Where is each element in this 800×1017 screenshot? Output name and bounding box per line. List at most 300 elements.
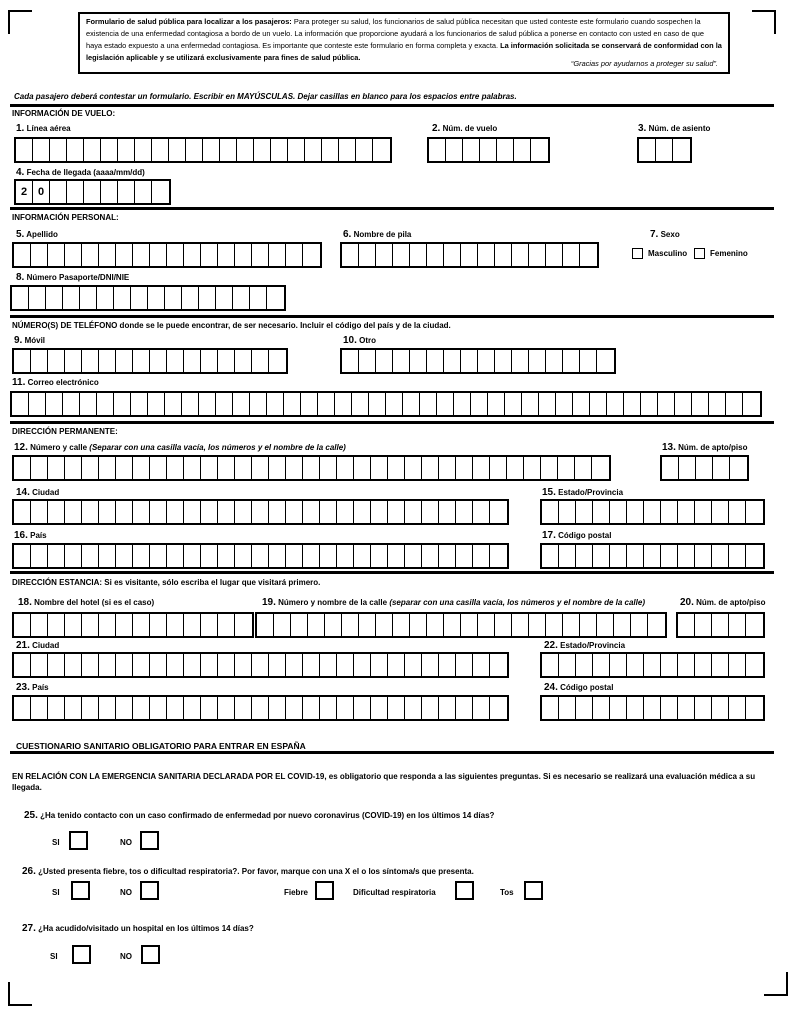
char-cell[interactable]	[563, 244, 580, 266]
char-cell[interactable]	[148, 287, 165, 309]
char-cell[interactable]	[405, 457, 422, 479]
char-cell[interactable]	[478, 614, 495, 636]
char-cell[interactable]	[610, 501, 627, 523]
sex-male-checkbox[interactable]	[632, 248, 643, 259]
char-cell[interactable]	[393, 350, 410, 372]
mobile-field[interactable]	[12, 348, 288, 374]
char-cell[interactable]	[133, 350, 150, 372]
char-cell[interactable]	[473, 697, 490, 719]
char-cell[interactable]	[235, 545, 252, 567]
char-cell[interactable]	[359, 614, 376, 636]
char-cell[interactable]	[237, 139, 254, 161]
char-cell[interactable]	[218, 614, 235, 636]
char-cell[interactable]	[133, 501, 150, 523]
char-cell[interactable]	[303, 457, 320, 479]
char-cell[interactable]	[393, 244, 410, 266]
char-cell[interactable]	[152, 139, 169, 161]
char-cell[interactable]	[201, 697, 218, 719]
q27-yes-checkbox[interactable]	[72, 945, 91, 964]
char-cell[interactable]	[31, 350, 48, 372]
char-cell[interactable]	[593, 545, 610, 567]
char-cell[interactable]	[167, 501, 184, 523]
char-cell[interactable]	[444, 350, 461, 372]
char-cell[interactable]	[48, 697, 65, 719]
char-cell[interactable]	[184, 545, 201, 567]
char-cell[interactable]	[490, 545, 507, 567]
passport-field[interactable]	[10, 285, 286, 311]
char-cell[interactable]	[580, 244, 597, 266]
char-cell[interactable]	[82, 654, 99, 676]
char-cell[interactable]	[709, 393, 726, 415]
char-cell[interactable]	[354, 545, 371, 567]
char-cell[interactable]	[678, 654, 695, 676]
char-cell[interactable]	[99, 457, 116, 479]
char-cell[interactable]	[644, 654, 661, 676]
char-cell[interactable]	[320, 697, 337, 719]
char-cell[interactable]	[12, 393, 29, 415]
char-cell[interactable]	[233, 287, 250, 309]
char-cell[interactable]	[82, 501, 99, 523]
char-cell[interactable]	[31, 697, 48, 719]
char-cell[interactable]	[150, 244, 167, 266]
char-cell[interactable]	[320, 654, 337, 676]
char-cell[interactable]	[303, 697, 320, 719]
char-cell[interactable]	[31, 244, 48, 266]
char-cell[interactable]	[152, 181, 169, 203]
q27-no-checkbox[interactable]	[141, 945, 160, 964]
char-cell[interactable]	[490, 501, 507, 523]
char-cell[interactable]	[410, 244, 427, 266]
char-cell[interactable]	[201, 350, 218, 372]
char-cell[interactable]	[575, 457, 592, 479]
first-name-field[interactable]	[340, 242, 599, 268]
char-cell[interactable]	[116, 457, 133, 479]
char-cell[interactable]	[184, 350, 201, 372]
char-cell[interactable]	[405, 654, 422, 676]
char-cell[interactable]	[67, 181, 84, 203]
char-cell[interactable]	[439, 457, 456, 479]
char-cell[interactable]	[542, 501, 559, 523]
char-cell[interactable]	[303, 654, 320, 676]
airline-field[interactable]	[14, 137, 392, 163]
char-cell[interactable]	[559, 654, 576, 676]
char-cell[interactable]	[729, 545, 746, 567]
char-cell[interactable]	[563, 614, 580, 636]
char-cell[interactable]	[371, 697, 388, 719]
char-cell[interactable]	[12, 287, 29, 309]
char-cell[interactable]	[116, 350, 133, 372]
char-cell[interactable]	[559, 697, 576, 719]
char-cell[interactable]	[712, 545, 729, 567]
char-cell[interactable]	[695, 697, 712, 719]
char-cell[interactable]	[729, 614, 746, 636]
char-cell[interactable]	[150, 350, 167, 372]
char-cell[interactable]	[405, 697, 422, 719]
char-cell[interactable]	[558, 457, 575, 479]
char-cell[interactable]	[201, 545, 218, 567]
char-cell[interactable]	[512, 350, 529, 372]
char-cell[interactable]	[135, 139, 152, 161]
char-cell[interactable]	[678, 501, 695, 523]
char-cell[interactable]	[376, 244, 393, 266]
char-cell[interactable]	[559, 501, 576, 523]
permanent-state-field[interactable]	[540, 499, 765, 525]
char-cell[interactable]	[712, 614, 729, 636]
char-cell[interactable]	[531, 139, 548, 161]
q26-fever-checkbox[interactable]	[315, 881, 334, 900]
char-cell[interactable]	[252, 654, 269, 676]
char-cell[interactable]	[184, 697, 201, 719]
char-cell[interactable]	[167, 697, 184, 719]
char-cell[interactable]	[730, 457, 747, 479]
char-cell[interactable]	[184, 654, 201, 676]
char-cell[interactable]	[235, 350, 252, 372]
char-cell[interactable]	[546, 614, 563, 636]
char-cell[interactable]	[369, 393, 386, 415]
char-cell[interactable]	[335, 393, 352, 415]
char-cell[interactable]	[712, 697, 729, 719]
char-cell[interactable]	[743, 393, 760, 415]
char-cell[interactable]	[610, 697, 627, 719]
q26-no-checkbox[interactable]	[140, 881, 159, 900]
char-cell[interactable]	[63, 287, 80, 309]
char-cell[interactable]	[593, 501, 610, 523]
char-cell[interactable]	[478, 244, 495, 266]
char-cell[interactable]	[322, 139, 339, 161]
char-cell[interactable]	[403, 393, 420, 415]
char-cell[interactable]	[267, 287, 284, 309]
char-cell[interactable]	[644, 697, 661, 719]
char-cell[interactable]	[542, 697, 559, 719]
char-cell[interactable]	[695, 545, 712, 567]
email-field[interactable]	[10, 391, 762, 417]
char-cell[interactable]	[286, 697, 303, 719]
char-cell[interactable]	[463, 139, 480, 161]
char-cell[interactable]	[678, 697, 695, 719]
char-cell[interactable]	[713, 457, 730, 479]
char-cell[interactable]	[559, 545, 576, 567]
char-cell[interactable]	[661, 545, 678, 567]
char-cell[interactable]	[542, 545, 559, 567]
char-cell[interactable]	[320, 457, 337, 479]
q25-yes-checkbox[interactable]	[69, 831, 88, 850]
char-cell[interactable]	[31, 654, 48, 676]
char-cell[interactable]	[274, 614, 291, 636]
char-cell[interactable]	[490, 654, 507, 676]
char-cell[interactable]	[218, 654, 235, 676]
char-cell[interactable]	[169, 139, 186, 161]
char-cell[interactable]	[495, 614, 512, 636]
char-cell[interactable]	[31, 614, 48, 636]
char-cell[interactable]	[471, 393, 488, 415]
char-cell[interactable]	[235, 654, 252, 676]
char-cell[interactable]	[218, 244, 235, 266]
char-cell[interactable]	[729, 654, 746, 676]
char-cell[interactable]	[318, 393, 335, 415]
char-cell[interactable]	[99, 244, 116, 266]
char-cell[interactable]	[218, 350, 235, 372]
char-cell[interactable]	[495, 350, 512, 372]
char-cell[interactable]	[199, 393, 216, 415]
char-cell[interactable]	[576, 697, 593, 719]
char-cell[interactable]	[373, 139, 390, 161]
char-cell[interactable]	[233, 393, 250, 415]
char-cell[interactable]	[337, 697, 354, 719]
char-cell[interactable]	[420, 393, 437, 415]
char-cell[interactable]	[80, 287, 97, 309]
char-cell[interactable]	[456, 654, 473, 676]
char-cell[interactable]	[235, 457, 252, 479]
char-cell[interactable]	[286, 457, 303, 479]
char-cell[interactable]	[131, 287, 148, 309]
char-cell[interactable]	[627, 545, 644, 567]
char-cell[interactable]	[65, 501, 82, 523]
char-cell[interactable]	[597, 614, 614, 636]
char-cell[interactable]	[746, 545, 763, 567]
char-cell[interactable]	[695, 654, 712, 676]
char-cell[interactable]	[14, 614, 31, 636]
char-cell[interactable]	[337, 545, 354, 567]
char-cell[interactable]	[269, 545, 286, 567]
char-cell[interactable]	[186, 139, 203, 161]
char-cell[interactable]	[99, 501, 116, 523]
char-cell[interactable]	[14, 350, 31, 372]
char-cell[interactable]	[610, 545, 627, 567]
char-cell[interactable]	[695, 614, 712, 636]
char-cell[interactable]	[514, 139, 531, 161]
char-cell[interactable]	[63, 393, 80, 415]
char-cell[interactable]	[201, 501, 218, 523]
char-cell[interactable]	[607, 393, 624, 415]
char-cell[interactable]	[99, 545, 116, 567]
char-cell[interactable]	[371, 545, 388, 567]
char-cell[interactable]	[82, 545, 99, 567]
char-cell[interactable]	[97, 393, 114, 415]
char-cell[interactable]	[48, 545, 65, 567]
flight-number-field[interactable]	[427, 137, 550, 163]
char-cell[interactable]	[286, 545, 303, 567]
char-cell[interactable]	[678, 545, 695, 567]
char-cell[interactable]	[359, 244, 376, 266]
char-cell[interactable]	[405, 545, 422, 567]
char-cell[interactable]	[99, 654, 116, 676]
char-cell[interactable]	[150, 457, 167, 479]
char-cell[interactable]	[576, 545, 593, 567]
char-cell[interactable]	[218, 545, 235, 567]
char-cell[interactable]	[371, 457, 388, 479]
permanent-city-field[interactable]	[12, 499, 509, 525]
char-cell[interactable]	[473, 654, 490, 676]
char-cell[interactable]	[50, 139, 67, 161]
stay-apt-field[interactable]	[676, 612, 765, 638]
char-cell[interactable]	[529, 350, 546, 372]
char-cell[interactable]	[14, 697, 31, 719]
char-cell[interactable]	[29, 287, 46, 309]
char-cell[interactable]	[165, 393, 182, 415]
char-cell[interactable]	[252, 244, 269, 266]
char-cell[interactable]	[201, 244, 218, 266]
char-cell[interactable]	[342, 350, 359, 372]
char-cell[interactable]	[252, 457, 269, 479]
char-cell[interactable]	[641, 393, 658, 415]
char-cell[interactable]	[271, 139, 288, 161]
q26-cough-checkbox[interactable]	[524, 881, 543, 900]
hotel-field[interactable]	[12, 612, 254, 638]
char-cell[interactable]	[220, 139, 237, 161]
char-cell[interactable]	[473, 501, 490, 523]
char-cell[interactable]	[135, 181, 152, 203]
char-cell[interactable]	[150, 545, 167, 567]
char-cell[interactable]	[529, 614, 546, 636]
char-cell[interactable]	[118, 181, 135, 203]
char-cell[interactable]: 2	[16, 181, 33, 203]
char-cell[interactable]	[376, 614, 393, 636]
char-cell[interactable]	[624, 393, 641, 415]
char-cell[interactable]	[712, 654, 729, 676]
char-cell[interactable]	[580, 614, 597, 636]
char-cell[interactable]	[216, 393, 233, 415]
char-cell[interactable]	[150, 654, 167, 676]
q26-breathing-checkbox[interactable]	[455, 881, 474, 900]
char-cell[interactable]	[576, 501, 593, 523]
char-cell[interactable]	[167, 614, 184, 636]
char-cell[interactable]	[303, 501, 320, 523]
char-cell[interactable]	[99, 350, 116, 372]
char-cell[interactable]	[303, 545, 320, 567]
char-cell[interactable]	[546, 244, 563, 266]
char-cell[interactable]	[148, 393, 165, 415]
char-cell[interactable]	[31, 457, 48, 479]
char-cell[interactable]	[99, 697, 116, 719]
char-cell[interactable]	[235, 501, 252, 523]
char-cell[interactable]	[325, 614, 342, 636]
char-cell[interactable]	[203, 139, 220, 161]
char-cell[interactable]	[354, 457, 371, 479]
char-cell[interactable]	[354, 654, 371, 676]
surname-field[interactable]	[12, 242, 322, 268]
char-cell[interactable]	[167, 654, 184, 676]
char-cell[interactable]	[339, 139, 356, 161]
char-cell[interactable]	[580, 350, 597, 372]
char-cell[interactable]	[644, 501, 661, 523]
char-cell[interactable]	[320, 545, 337, 567]
char-cell[interactable]	[576, 654, 593, 676]
char-cell[interactable]	[167, 545, 184, 567]
char-cell[interactable]	[269, 350, 286, 372]
char-cell[interactable]	[269, 457, 286, 479]
char-cell[interactable]	[386, 393, 403, 415]
char-cell[interactable]	[422, 697, 439, 719]
char-cell[interactable]	[80, 393, 97, 415]
char-cell[interactable]	[337, 457, 354, 479]
char-cell[interactable]	[524, 457, 541, 479]
char-cell[interactable]	[480, 139, 497, 161]
char-cell[interactable]	[610, 654, 627, 676]
char-cell[interactable]	[678, 614, 695, 636]
char-cell[interactable]	[639, 139, 656, 161]
char-cell[interactable]	[422, 654, 439, 676]
char-cell[interactable]	[746, 697, 763, 719]
char-cell[interactable]	[65, 244, 82, 266]
char-cell[interactable]	[201, 654, 218, 676]
char-cell[interactable]	[99, 614, 116, 636]
char-cell[interactable]	[444, 244, 461, 266]
char-cell[interactable]	[388, 654, 405, 676]
char-cell[interactable]	[48, 350, 65, 372]
char-cell[interactable]	[556, 393, 573, 415]
char-cell[interactable]	[546, 350, 563, 372]
char-cell[interactable]	[439, 501, 456, 523]
char-cell[interactable]	[291, 614, 308, 636]
char-cell[interactable]	[133, 457, 150, 479]
char-cell[interactable]	[427, 350, 444, 372]
char-cell[interactable]	[656, 139, 673, 161]
char-cell[interactable]	[726, 393, 743, 415]
char-cell[interactable]	[490, 457, 507, 479]
char-cell[interactable]	[456, 501, 473, 523]
char-cell[interactable]	[150, 501, 167, 523]
char-cell[interactable]	[184, 614, 201, 636]
char-cell[interactable]	[505, 393, 522, 415]
char-cell[interactable]	[252, 350, 269, 372]
char-cell[interactable]	[167, 244, 184, 266]
char-cell[interactable]	[16, 139, 33, 161]
char-cell[interactable]	[614, 614, 631, 636]
char-cell[interactable]	[133, 697, 150, 719]
char-cell[interactable]	[48, 501, 65, 523]
char-cell[interactable]	[631, 614, 648, 636]
char-cell[interactable]	[269, 697, 286, 719]
char-cell[interactable]	[590, 393, 607, 415]
char-cell[interactable]	[65, 545, 82, 567]
char-cell[interactable]	[235, 614, 252, 636]
char-cell[interactable]	[184, 244, 201, 266]
char-cell[interactable]	[746, 614, 763, 636]
char-cell[interactable]	[218, 457, 235, 479]
char-cell[interactable]	[746, 501, 763, 523]
char-cell[interactable]	[48, 457, 65, 479]
char-cell[interactable]	[405, 501, 422, 523]
char-cell[interactable]	[444, 614, 461, 636]
stay-state-field[interactable]	[540, 652, 765, 678]
char-cell[interactable]	[165, 287, 182, 309]
char-cell[interactable]	[46, 287, 63, 309]
char-cell[interactable]	[454, 393, 471, 415]
char-cell[interactable]	[150, 614, 167, 636]
char-cell[interactable]	[422, 457, 439, 479]
char-cell[interactable]	[627, 501, 644, 523]
char-cell[interactable]	[729, 501, 746, 523]
char-cell[interactable]	[320, 501, 337, 523]
char-cell[interactable]	[46, 393, 63, 415]
char-cell[interactable]	[235, 697, 252, 719]
char-cell[interactable]	[422, 501, 439, 523]
char-cell[interactable]	[597, 350, 614, 372]
char-cell[interactable]	[150, 697, 167, 719]
char-cell[interactable]	[422, 545, 439, 567]
char-cell[interactable]	[14, 654, 31, 676]
char-cell[interactable]	[539, 393, 556, 415]
char-cell[interactable]	[429, 139, 446, 161]
char-cell[interactable]	[673, 139, 690, 161]
char-cell[interactable]	[33, 139, 50, 161]
char-cell[interactable]	[529, 244, 546, 266]
char-cell[interactable]	[284, 393, 301, 415]
char-cell[interactable]	[31, 501, 48, 523]
char-cell[interactable]	[410, 614, 427, 636]
char-cell[interactable]: 0	[33, 181, 50, 203]
stay-country-field[interactable]	[12, 695, 509, 721]
